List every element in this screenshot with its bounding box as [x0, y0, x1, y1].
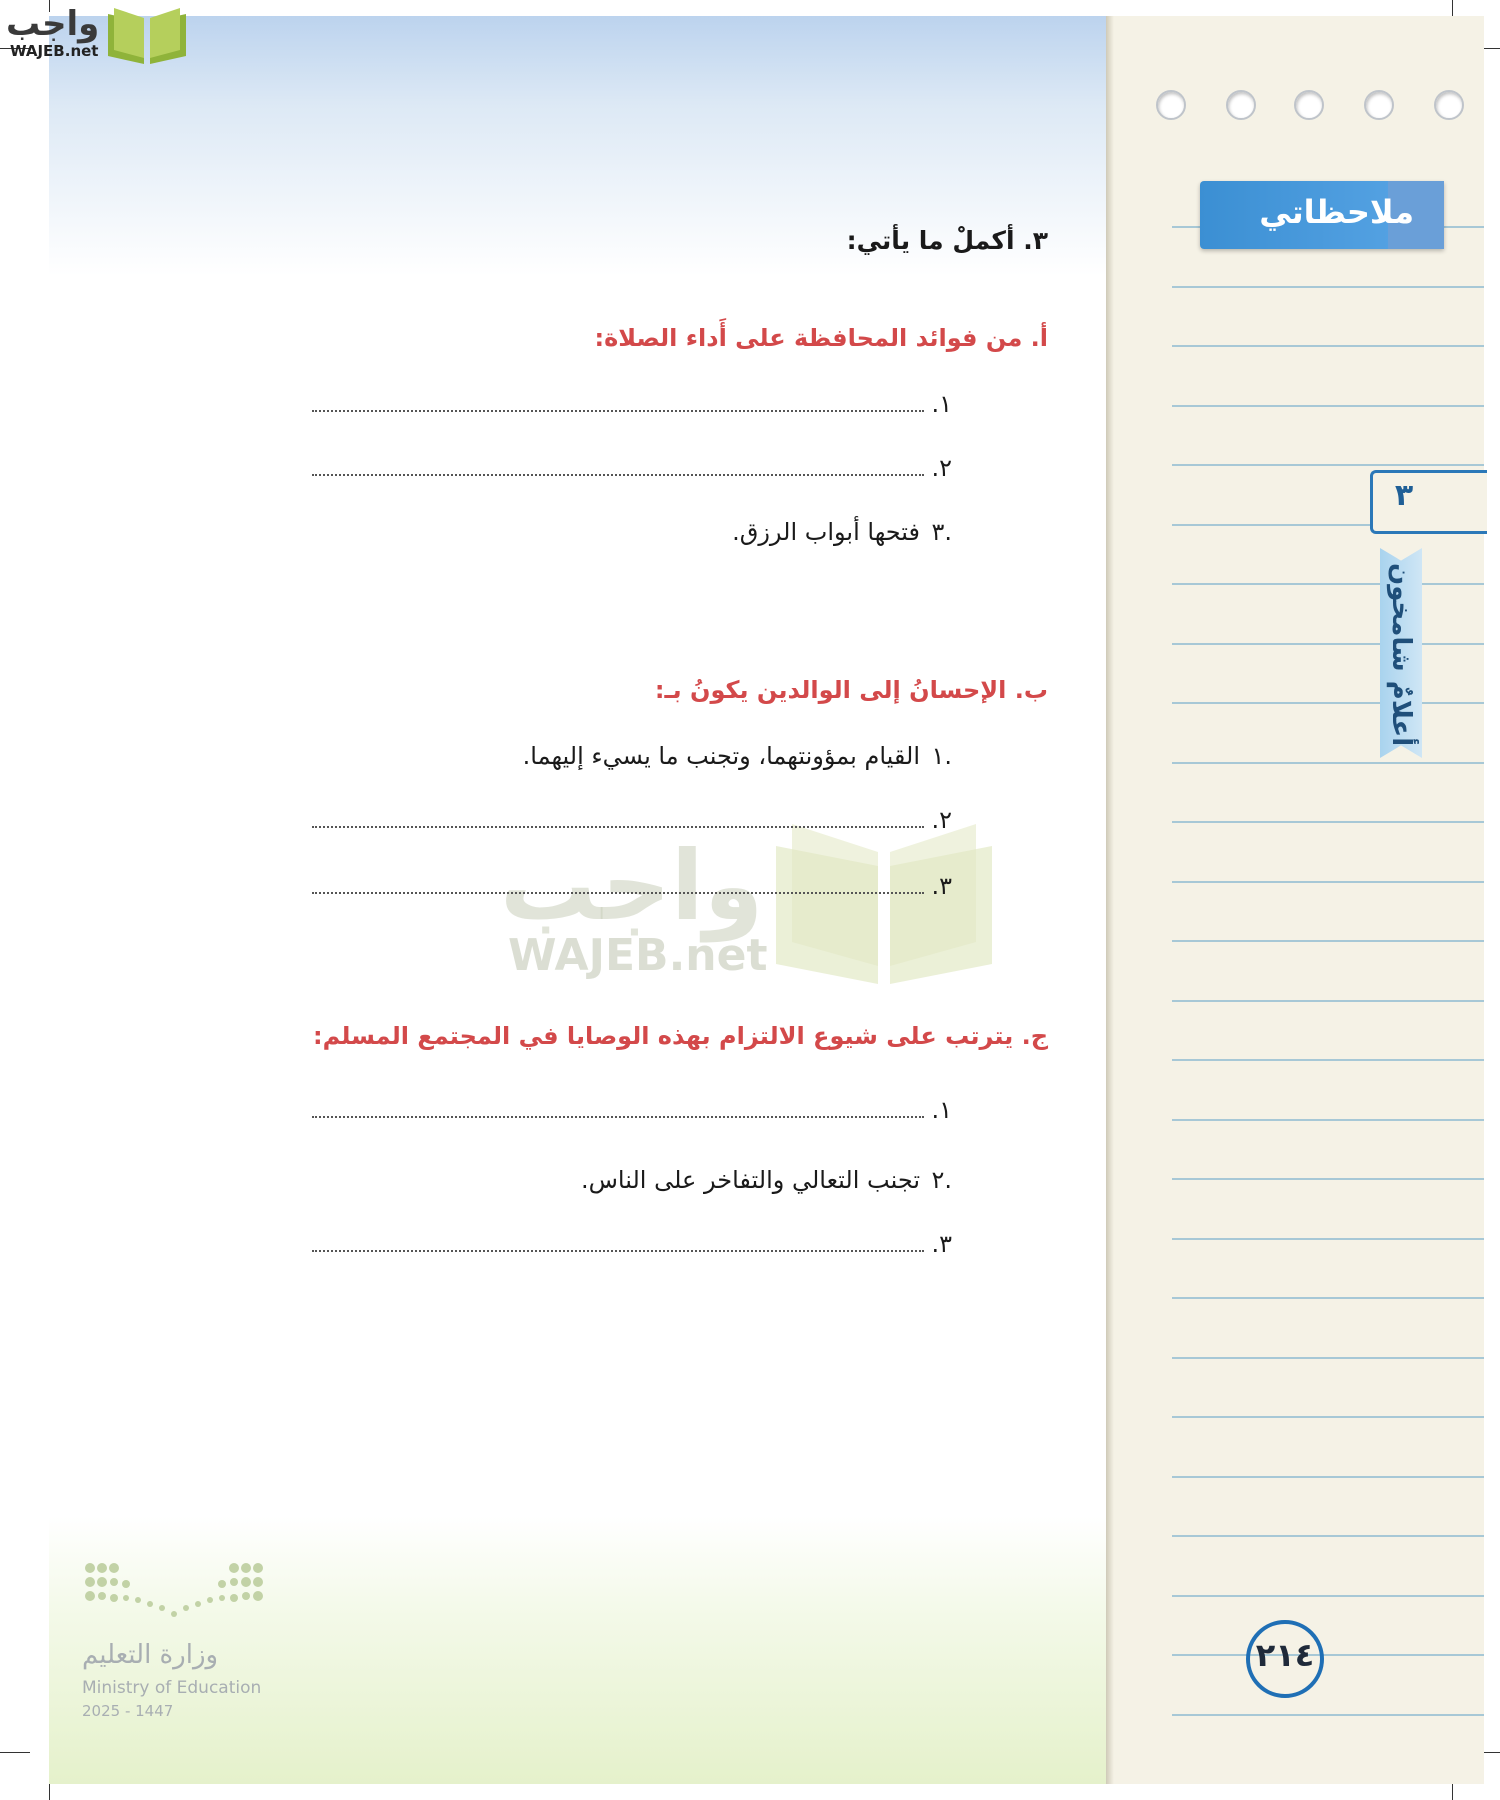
notes-title: ملاحظاتي	[1259, 193, 1414, 231]
ministry-name-english: Ministry of Education	[82, 1678, 262, 1698]
ruled-line	[1172, 464, 1484, 466]
ruled-line	[1172, 702, 1484, 704]
ruled-line	[1172, 1595, 1484, 1597]
ministry-name-arabic: وزارة التعليم	[82, 1640, 219, 1670]
ruled-line	[1172, 1000, 1484, 1002]
site-logo-arabic: واجب	[6, 4, 100, 44]
notes-column-edge	[1106, 16, 1114, 1784]
ruled-line	[1172, 1119, 1484, 1121]
item-number: ١.	[931, 390, 952, 418]
ruled-line	[1172, 821, 1484, 823]
ruled-line	[1172, 1238, 1484, 1240]
item-number: ١.	[931, 1096, 952, 1124]
unit-number: ٣	[1394, 478, 1414, 513]
binder-hole	[1364, 90, 1394, 120]
ruled-line	[1172, 1178, 1484, 1180]
section-heading: أ. من فوائد المحافظة على أَداء الصلاة:	[594, 324, 1048, 352]
ruled-line	[1172, 881, 1484, 883]
answer-line[interactable]	[312, 892, 924, 894]
ruled-line	[1172, 1535, 1484, 1537]
section-heading: ج. يترتب على شيوع الالتزام بهذه الوصايا في المجتمع المسلم:	[313, 1022, 1048, 1050]
answer-line[interactable]	[312, 1116, 924, 1118]
section-heading: ب. الإحسانُ إلى الوالدين يكونُ بـ:	[654, 676, 1048, 704]
notes-column	[1106, 16, 1484, 1784]
ruled-line	[1172, 1416, 1484, 1418]
binder-hole	[1294, 90, 1324, 120]
page-number: ٢١٤	[1255, 1636, 1315, 1674]
ruled-line	[1172, 643, 1484, 645]
item-number: ٢.	[931, 806, 952, 834]
answer-line[interactable]	[312, 474, 924, 476]
ministry-logo-icon	[84, 1560, 264, 1626]
ruled-line	[1172, 762, 1484, 764]
binder-hole	[1434, 90, 1464, 120]
book-icon	[106, 4, 188, 66]
ruled-line	[1172, 405, 1484, 407]
crop-mark	[0, 1752, 30, 1753]
answer-text: القيام بمؤونتهما، وتجنب ما يسيء إليهما.	[522, 742, 920, 770]
site-logo-latin: WAJEB.net	[10, 42, 99, 60]
ruled-line	[1172, 1297, 1484, 1299]
ruled-line	[1172, 1476, 1484, 1478]
ruled-line	[1172, 940, 1484, 942]
item-number: ٢.	[931, 454, 952, 482]
ruled-line	[1172, 583, 1484, 585]
item-number: ٣.	[931, 872, 952, 900]
ruled-line	[1172, 345, 1484, 347]
ministry-year: 2025 - 1447	[82, 1702, 174, 1720]
answer-line[interactable]	[312, 410, 924, 412]
unit-title: أعلامٌ شامخون	[1386, 563, 1416, 747]
item-number: ٣.	[931, 518, 952, 546]
answer-text: تجنب التعالي والتفاخر على الناس.	[581, 1166, 920, 1194]
watermark-book-icon	[772, 816, 996, 986]
ruled-line	[1172, 1059, 1484, 1061]
question-heading: ٣. أكملْ ما يأتي:	[846, 226, 1048, 255]
item-number: ٢.	[931, 1166, 952, 1194]
binder-hole	[1156, 90, 1186, 120]
answer-text: فتحها أبواب الرزق.	[732, 518, 920, 546]
ruled-line	[1172, 1654, 1484, 1656]
ruled-line	[1172, 1714, 1484, 1716]
ruled-line	[1172, 286, 1484, 288]
binder-hole	[1226, 90, 1256, 120]
watermark-latin: WAJEB.net	[508, 930, 768, 981]
answer-line[interactable]	[312, 1250, 924, 1252]
item-number: ١.	[931, 742, 952, 770]
answer-line[interactable]	[312, 826, 924, 828]
watermark-arabic: واجب	[500, 830, 764, 942]
item-number: ٣.	[931, 1230, 952, 1258]
ruled-line	[1172, 1357, 1484, 1359]
